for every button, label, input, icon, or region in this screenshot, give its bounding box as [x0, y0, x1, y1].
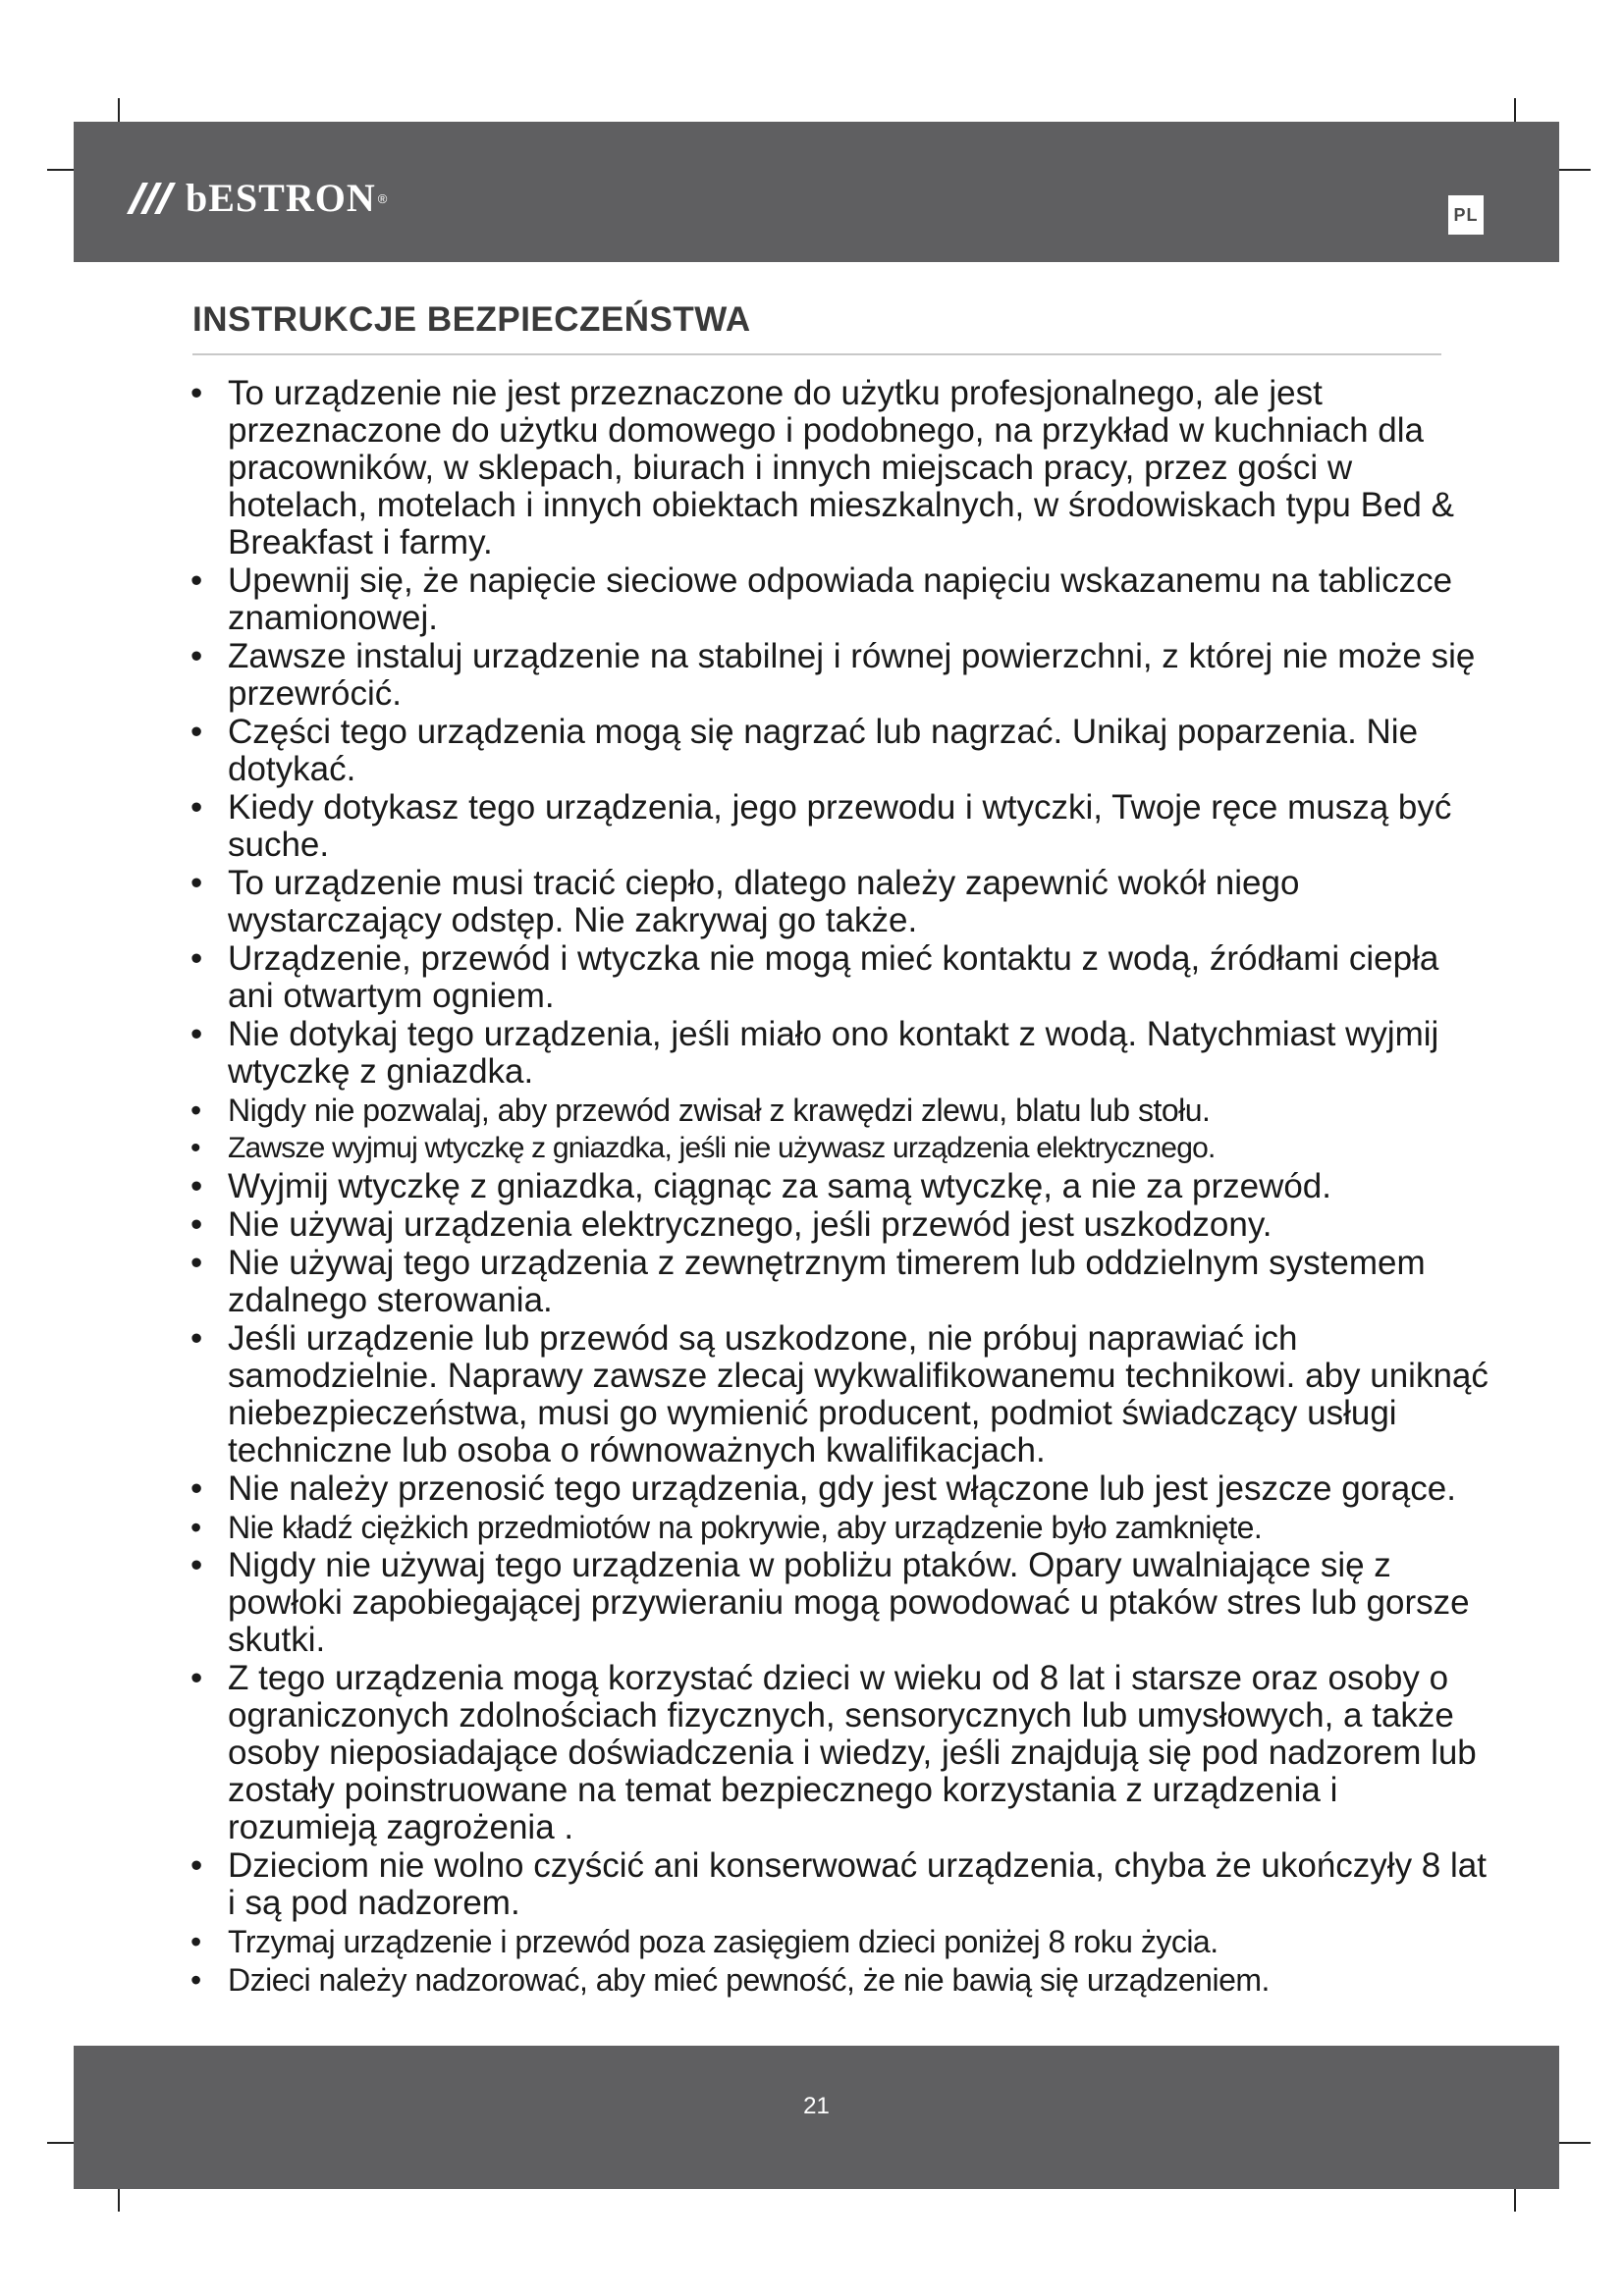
list-item: • To urządzenie nie jest przeznaczone do użytku profesjonalnego, ale jest przeznaczone do użytku domowego i podobnego, na przykład w kuchniach dla pracowników, w sklepach, biurach i innych miejscach pracy, przez gości w hotelach, motelach i innych obiektach mieszkalnych, w środowiskach typu Bed & Breakfast i farmy.: [185, 375, 1490, 561]
list-item: • Dzieciom nie wolno czyścić ani konserwować urządzenia, chyba że ukończyły 8 lat i są pod nadzorem.: [185, 1847, 1490, 1922]
list-item: • Nie należy przenosić tego urządzenia, gdy jest włączone lub jest jeszcze gorące.: [185, 1470, 1490, 1508]
list-item: • Kiedy dotykasz tego urządzenia, jego przewodu i wtyczki, Twoje ręce muszą być suche.: [185, 789, 1490, 864]
brand-name: bESTRON: [186, 176, 376, 220]
list-item: • To urządzenie musi tracić ciepło, dlatego należy zapewnić wokół niego wystarczający odstęp. Nie zakrywaj go także.: [185, 865, 1490, 939]
page-number: 21: [803, 2093, 830, 2119]
brand-logo: [125, 177, 387, 220]
registered-mark: ®: [377, 190, 388, 206]
title-divider: [192, 353, 1441, 355]
list-item: • Trzymaj urządzenie i przewód poza zasięgiem dzieci poniżej 8 roku życia.: [185, 1923, 1490, 1960]
list-item: • Zawsze wyjmuj wtyczkę z gniazdka, jeśli nie używasz urządzenia elektrycznego.: [185, 1130, 1490, 1167]
header-band: [74, 122, 1559, 262]
language-badge: PL: [1448, 195, 1484, 235]
list-item: • Części tego urządzenia mogą się nagrzać lub nagrzać. Unikaj poparzenia. Nie dotykać.: [185, 714, 1490, 788]
list-item: • Nie dotykaj tego urządzenia, jeśli miało ono kontakt z wodą. Natychmiast wyjmij wtyczkę z gniazdka.: [185, 1016, 1490, 1091]
list-item: • Urządzenie, przewód i wtyczka nie mogą mieć kontaktu z wodą, źródłami ciepła ani otwartym ogniem.: [185, 940, 1490, 1015]
list-item: • Nie używaj tego urządzenia z zewnętrznym timerem lub oddzielnym systemem zdalnego sterowania.: [185, 1245, 1490, 1319]
list-item: • Nie używaj urządzenia elektrycznego, jeśli przewód jest uszkodzony.: [185, 1206, 1490, 1244]
list-item: • Zawsze instaluj urządzenie na stabilnej i równej powierzchni, z której nie może się przewrócić.: [185, 638, 1490, 713]
safety-instructions-list: [185, 375, 1490, 2000]
list-item: • Wyjmij wtyczkę z gniazdka, ciągnąc za samą wtyczkę, a nie za przewód.: [185, 1168, 1490, 1205]
chevrons-icon: [125, 179, 178, 218]
list-item: • Nigdy nie pozwalaj, aby przewód zwisał z krawędzi zlewu, blatu lub stołu.: [185, 1092, 1490, 1129]
list-item: • Z tego urządzenia mogą korzystać dzieci w wieku od 8 lat i starsze oraz osoby o ograniczonych zdolnościach fizycznych, sensorycznych lub umysłowych, a także osoby nieposiadające doświadczenia i wiedzy, jeśli znajdują się pod nadzorem lub zostały poinstruowane na temat bezpiecznego korzystania z urządzenia i rozumieją zagrożenia .: [185, 1660, 1490, 1846]
list-item: • Nigdy nie używaj tego urządzenia w pobliżu ptaków. Opary uwalniające się z powłoki zapobiegającej przywieraniu mogą powodować u ptaków stres lub gorsze skutki.: [185, 1547, 1490, 1659]
page-title: INSTRUKCJE BEZPIECZEŃSTWA: [192, 300, 751, 339]
list-item: • Jeśli urządzenie lub przewód są uszkodzone, nie próbuj naprawiać ich samodzielnie. Naprawy zawsze zlecaj wykwalifikowanemu technikowi. aby uniknąć niebezpieczeństwa, musi go wymienić producent, podmiot świadczący usługi techniczne lub osoba o równoważnych kwalifikacjach.: [185, 1320, 1490, 1469]
footer-band: [74, 2046, 1559, 2189]
list-item: • Upewnij się, że napięcie sieciowe odpowiada napięciu wskazanemu na tabliczce znamionowej.: [185, 562, 1490, 637]
list-item: • Nie kładź ciężkich przedmiotów na pokrywie, aby urządzenie było zamknięte.: [185, 1509, 1490, 1546]
list-item: • Dzieci należy nadzorować, aby mieć pewność, że nie bawią się urządzeniem.: [185, 1961, 1490, 1999]
